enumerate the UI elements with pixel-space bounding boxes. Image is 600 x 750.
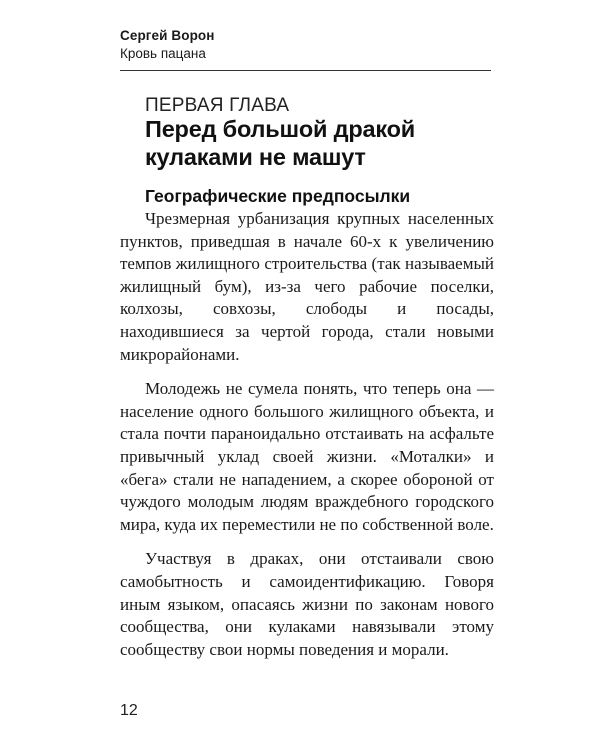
- page-number: 12: [120, 702, 138, 719]
- section-title: Географические предпосылки: [145, 186, 411, 206]
- header-divider: [120, 70, 491, 71]
- chapter-label: ПЕРВАЯ ГЛАВА: [145, 95, 290, 116]
- paragraph: Участвуя в драках, они отстаивали свою самобытность и самоидентификацию. Говоря иным языком, опасаясь жизни по законам нового сообщества, они кулаками навязывали этому сообществу свои нормы поведения и морали.: [120, 549, 494, 659]
- running-head: [120, 27, 492, 63]
- paragraph: Чрезмерная урбанизация крупных населенных пунктов, приведшая в начале 60-х к увеличению темпов жилищного строительства (так называемый жилищный бум), из-за чего рабочие поселки, колхозы, совхозы, слободы и посады, находившиеся за чертой города, стали новыми микрорайонами.: [120, 209, 494, 364]
- paragraph: Молодежь не сумела понять, что теперь она — население одного большого жилищного объекта, и стала почти параноидально отстаивать на асфальте привычный уклад своей жизни. «Моталки» и «бега» стали не нападением, а скорее обороной от чуждого молодым людям враждебного городского мира, куда их переместили не по собственной воле.: [120, 379, 494, 534]
- running-head-book-title: Кровь пацана: [120, 46, 206, 61]
- chapter-title: Перед большой дракой кулаками не машут: [145, 116, 416, 170]
- body-text: [120, 208, 494, 661]
- running-head-author: Сергей Ворон: [120, 28, 215, 43]
